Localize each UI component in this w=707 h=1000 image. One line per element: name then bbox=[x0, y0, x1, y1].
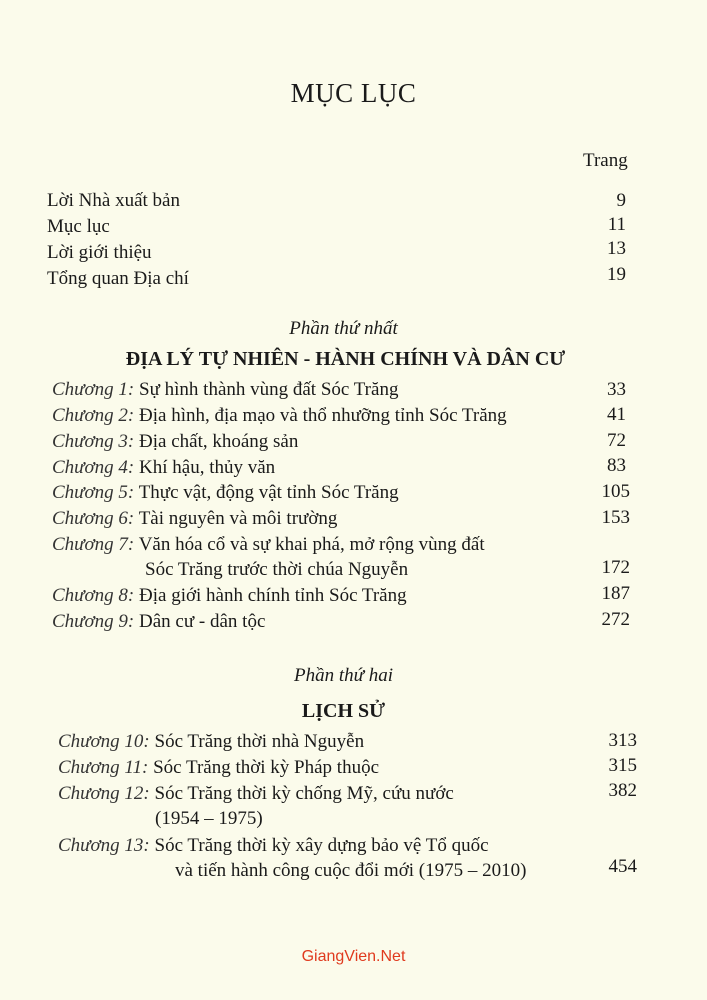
toc-chapter-continuation bbox=[155, 808, 263, 830]
toc-chapter-continuation bbox=[145, 559, 408, 581]
toc-entry-page: 272 bbox=[601, 609, 630, 630]
toc-entry-page: 13 bbox=[607, 238, 626, 259]
toc-entry-page: 105 bbox=[601, 481, 630, 502]
chapter-title: Sóc Trăng thời kỳ xây dựng bảo vệ Tổ quốc bbox=[154, 835, 489, 856]
chapter-label: Chương 2: bbox=[52, 405, 135, 426]
chapter-label: Chương 9: bbox=[52, 611, 135, 632]
chapter-label: Chương 8: bbox=[52, 585, 135, 606]
chapter-label: Chương 10: bbox=[58, 731, 150, 752]
toc-chapter-row bbox=[58, 731, 364, 753]
chapter-title-continued: (1954 – 1975) bbox=[155, 808, 263, 829]
toc-chapter-row bbox=[52, 379, 398, 401]
toc-entry-label: Mục lục bbox=[47, 216, 110, 237]
chapter-title: Sóc Trăng thời nhà Nguyễn bbox=[154, 731, 365, 752]
watermark-text: GiangVien.Net bbox=[301, 948, 406, 965]
chapter-label: Chương 13: bbox=[58, 835, 150, 856]
toc-chapter-row bbox=[52, 405, 507, 427]
chapter-title: Địa giới hành chính tỉnh Sóc Trăng bbox=[139, 585, 407, 606]
toc-chapter-row bbox=[52, 611, 265, 633]
toc-entry-page: 41 bbox=[607, 404, 626, 425]
chapter-title: Khí hậu, thủy văn bbox=[139, 457, 276, 478]
toc-chapter-continuation bbox=[175, 860, 526, 882]
chapter-label: Chương 12: bbox=[58, 783, 150, 804]
section-title: LỊCH SỬ bbox=[301, 700, 386, 722]
toc-chapter-row bbox=[52, 482, 399, 504]
chapter-title-continued: Sóc Trăng trước thời chúa Nguyễn bbox=[145, 559, 409, 580]
chapter-title: Văn hóa cổ và sự khai phá, mở rộng vùng đất bbox=[138, 534, 485, 555]
toc-entry-label: Lời Nhà xuất bản bbox=[47, 190, 180, 211]
chapter-title: Dân cư - dân tộc bbox=[139, 611, 266, 632]
chapter-label: Chương 6: bbox=[52, 508, 135, 529]
toc-chapter-row bbox=[58, 835, 489, 857]
chapter-label: Chương 5: bbox=[52, 482, 135, 503]
part-heading: Phần thứ nhất bbox=[289, 318, 398, 339]
toc-chapter-row bbox=[58, 757, 379, 779]
toc-entry-page: 315 bbox=[608, 755, 637, 776]
toc-chapter-row bbox=[52, 585, 407, 607]
toc-entry-page: 153 bbox=[601, 507, 630, 528]
chapter-title-continued: và tiến hành công cuộc đổi mới (1975 – 2010) bbox=[175, 860, 527, 881]
chapter-title: Địa hình, địa mạo và thổ nhưỡng tỉnh Sóc Trăng bbox=[139, 405, 507, 426]
part-heading: Phần thứ hai bbox=[293, 665, 394, 686]
toc-entry-page: 33 bbox=[607, 379, 626, 400]
toc-entry-page: 72 bbox=[607, 430, 626, 451]
chapter-title: Địa chất, khoáng sản bbox=[139, 431, 299, 452]
chapter-label: Chương 3: bbox=[52, 431, 135, 452]
toc-chapter-row bbox=[52, 431, 298, 453]
chapter-title: Thực vật, động vật tỉnh Sóc Trăng bbox=[138, 482, 399, 503]
chapter-title: Sóc Trăng thời kỳ chống Mỹ, cứu nước bbox=[154, 783, 454, 804]
toc-chapter-row bbox=[52, 508, 337, 530]
toc-entry-page: 187 bbox=[601, 583, 630, 604]
page-title: MỤC LỤC bbox=[290, 78, 417, 108]
chapter-title: Sự hình thành vùng đất Sóc Trăng bbox=[139, 379, 399, 400]
chapter-label: Chương 11: bbox=[58, 757, 149, 778]
toc-entry-page: 83 bbox=[607, 455, 626, 476]
chapter-label: Chương 7: bbox=[52, 534, 135, 555]
chapter-title: Sóc Trăng thời kỳ Pháp thuộc bbox=[153, 757, 380, 778]
chapter-label: Chương 1: bbox=[52, 379, 135, 400]
toc-chapter-row bbox=[58, 783, 454, 805]
chapter-title: Tài nguyên và môi trường bbox=[138, 508, 338, 529]
toc-entry-label: Tổng quan Địa chí bbox=[47, 268, 189, 289]
toc-entry-page: 172 bbox=[601, 557, 630, 578]
toc-chapter-row bbox=[52, 457, 275, 479]
toc-entry-label: Lời giới thiệu bbox=[47, 242, 152, 263]
toc-entry-page: 11 bbox=[607, 214, 626, 235]
toc-entry-page: 19 bbox=[607, 264, 626, 285]
toc-chapter-row bbox=[52, 534, 485, 556]
page-column-header: Trang bbox=[583, 150, 628, 171]
toc-entry-page: 313 bbox=[608, 730, 637, 751]
toc-entry-page: 9 bbox=[616, 190, 626, 211]
section-title: ĐỊA LÝ TỰ NHIÊN - HÀNH CHÍNH VÀ DÂN CƯ bbox=[125, 348, 566, 370]
toc-entry-page: 454 bbox=[608, 856, 637, 877]
chapter-label: Chương 4: bbox=[52, 457, 135, 478]
toc-entry-page: 382 bbox=[608, 780, 637, 801]
